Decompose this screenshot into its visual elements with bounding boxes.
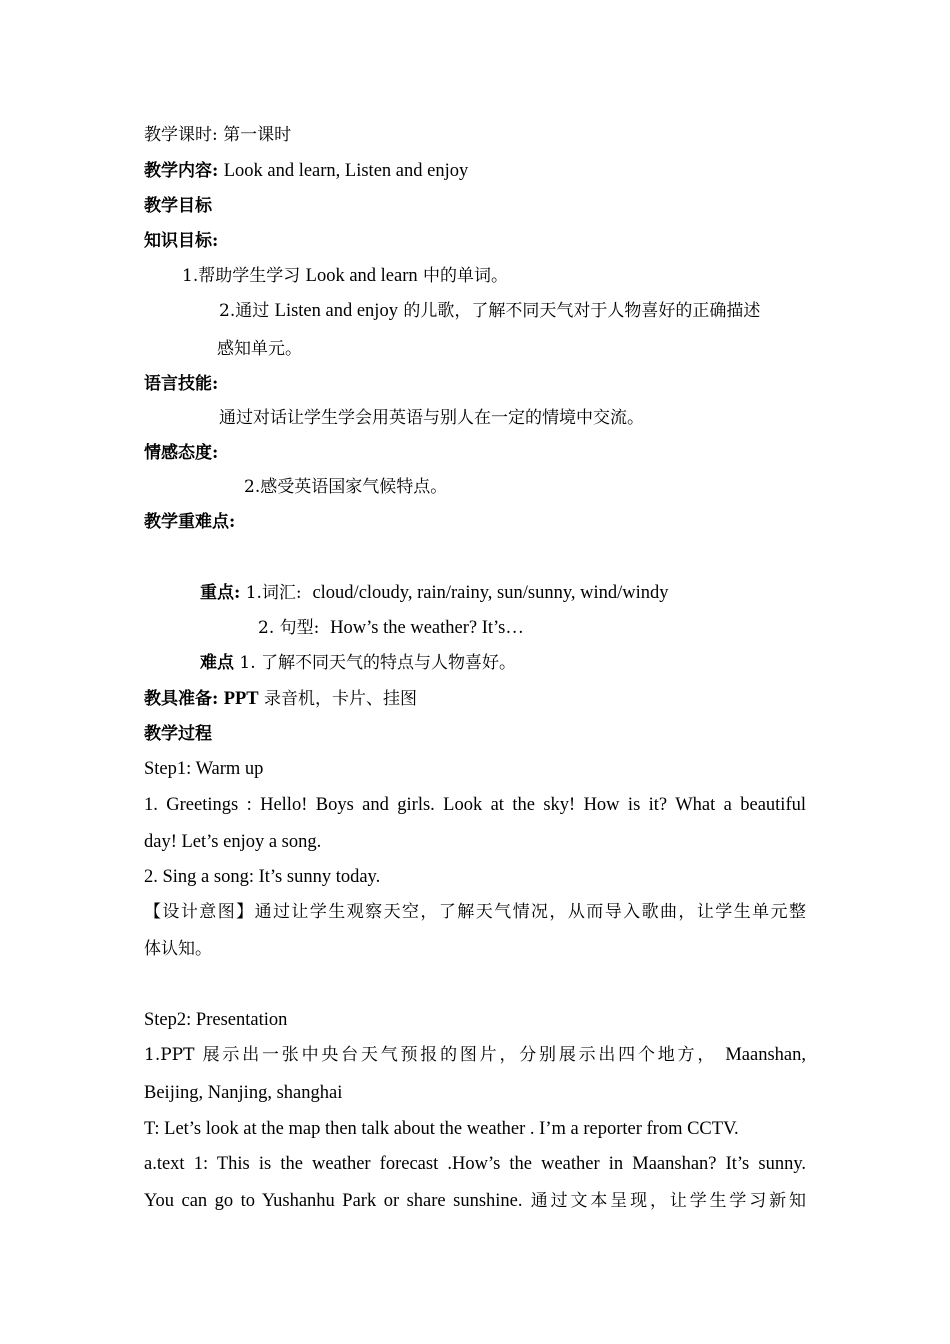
step2-item1-prefix: 1.PPT 展示出一张中央台天气预报的图片，分别展示出四个地方， [144,1045,718,1065]
emotion-text: 2.感受英语国家气候特点。 [244,477,448,497]
step2-item1-line1 [144,1044,806,1066]
knowledge-item-1-en: Look and learn [305,266,418,286]
process-heading: 教学过程 [144,724,212,744]
step1-item1-line2: day! Let’s enjoy a song. [144,832,322,852]
design-intent-line2: 体认知。 [144,939,212,959]
text1-line2 [144,1190,806,1212]
knowledge-label: 知识目标: [144,231,219,251]
step2-item1-line2: Beijing, Nanjing, shanghai [144,1083,343,1103]
aids-label: 教具准备: [144,689,219,709]
difficulty-text: 1. 了解不同天气的特点与人物喜好。 [239,653,517,673]
step2-item1-place: Maanshan, [725,1045,807,1065]
text1-line1: a.text 1: This is the weather forecast .How’s the weather in Maanshan? It’s sunny. [144,1154,806,1174]
focus-label: 重点: [200,583,241,603]
aids-text: 录音机，卡片、挂图 [264,689,418,709]
focus-2-pattern: How’s the weather? It’s… [330,618,524,638]
knowledge-item-1-prefix: 1.帮助学生学习 [182,266,301,286]
aids-ppt: PPT [223,689,259,709]
aids-line [144,688,417,710]
text1-line2-en: You can go to Yushanhu Park or share sunshine. [144,1191,523,1211]
design-intent-line1: 【设计意图】通过让学生观察天空，了解天气情况，从而导入歌曲，让学生单元整 [144,902,806,922]
knowledge-item-2-prefix: 2.通过 [219,301,270,321]
content-line [144,160,468,182]
emotion-label: 情感态度: [144,443,219,463]
lesson-time-value: 第一课时 [223,125,292,145]
focus-line-2 [258,617,524,639]
step2-title: Step2: Presentation [144,1010,288,1030]
content-value: Look and learn, Listen and enjoy [223,161,469,181]
difficulty-label: 难点 [200,653,234,673]
content-label: 教学内容: [144,161,219,181]
lesson-time-line [144,124,291,146]
focus-1-prefix: 1.词汇: [245,583,302,603]
knowledge-item-2 [219,300,760,322]
difficulty-line [200,652,516,674]
focus-line-1 [200,582,669,604]
step1-title: Step1: Warm up [144,759,264,779]
step1-item2: 2. Sing a song: It’s sunny today. [144,867,381,887]
objectives-heading: 教学目标 [144,196,212,216]
knowledge-item-2-suffix: 的儿歌，了解不同天气对于人物喜好的正确描述 [403,301,761,321]
language-text: 通过对话让学生学会用英语与别人在一定的情境中交流。 [219,408,644,428]
teacher-line: T: Let’s look at the map then talk about the weather . I’m a reporter from CCTV. [144,1119,739,1139]
knowledge-item-1-suffix: 中的单词。 [423,266,509,286]
step1-item1-line1: 1. Greetings : Hello! Boys and girls. Look at the sky! How is it? What a beautiful [144,795,806,815]
key-points-label: 教学重难点: [144,512,236,532]
knowledge-item-2-en: Listen and enjoy [274,301,398,321]
knowledge-item-1 [182,265,508,287]
focus-1-words: cloud/cloudy, rain/rainy, sun/sunny, wind/windy [312,583,669,603]
text1-line2-zh: 通过文本呈现，让学生学习新知 [530,1191,807,1211]
focus-2-prefix: 2. 句型: [258,618,320,638]
knowledge-item-2-continuation: 感知单元。 [217,339,302,359]
lesson-time-label: 教学课时: [144,125,218,145]
language-label: 语言技能: [144,374,219,394]
